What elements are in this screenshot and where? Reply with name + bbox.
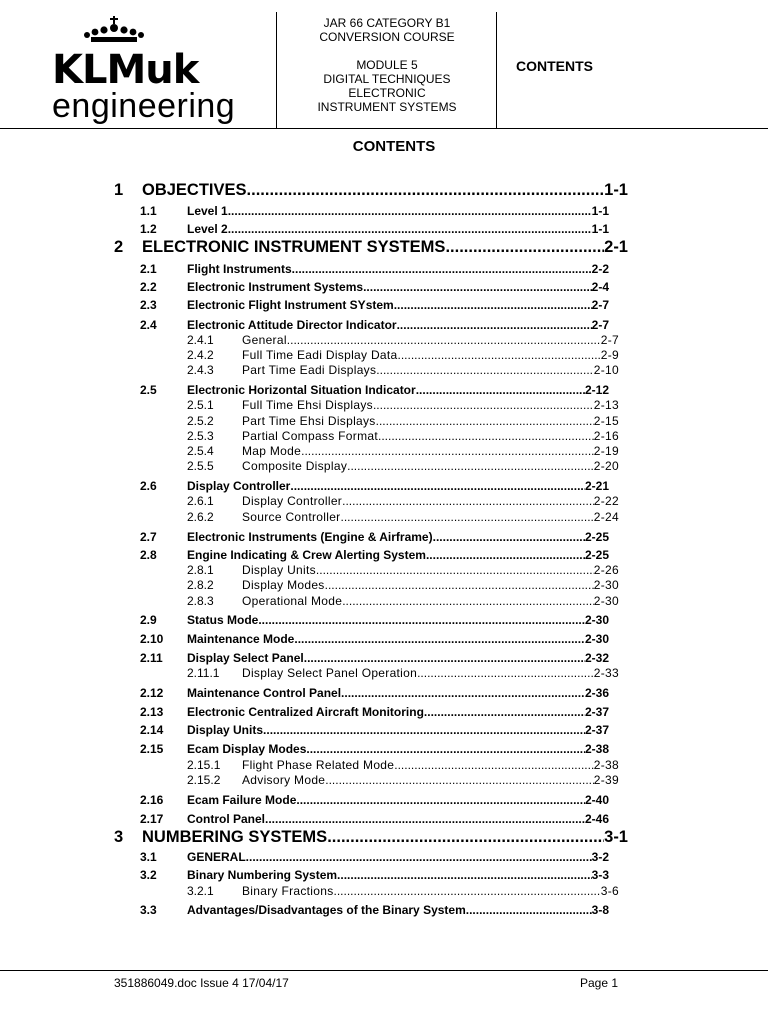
toc-entry-title: Display Select Panel Operation [242,666,418,680]
toc-entry-level-2[interactable] [140,262,609,277]
toc-entry-title: OBJECTIVES [142,181,247,199]
toc-entry-page: 2-30 [584,632,609,646]
toc-entry-page: 2-15 [593,414,619,428]
toc-entry-number: 2.6.1 [187,494,214,508]
toc-dot-leader [445,238,604,257]
toc-entry-title: Display Controller [187,479,291,493]
toc-entry-number: 2.17 [140,812,164,826]
toc-entry-number: 2.5.3 [187,429,214,443]
header-divider [276,12,277,128]
header-rule [0,128,768,129]
toc-dot-leader [246,850,592,864]
toc-entry-title: Map Mode [242,444,302,458]
toc-entry-title: Electronic Horizontal Situation Indicator [187,383,416,397]
course-line [278,44,496,58]
toc-entry-page: 1-1 [591,222,609,236]
toc-entry-title: Partial Compass Format [242,429,378,443]
toc-entry-level-2[interactable] [140,651,609,666]
toc-entry-level-1[interactable] [114,238,628,258]
toc-entry-number: 2.5.1 [187,398,214,412]
toc-dot-leader [424,705,585,719]
toc-entry-number: 2.12 [140,686,164,700]
toc-dot-leader [304,651,585,665]
logo-brand-text: KLM [52,47,146,93]
toc-entry-page: 1-1 [591,204,609,218]
toc-entry-title: Part Time Eadi Displays [242,363,377,377]
toc-dot-leader [325,578,594,592]
toc-entry-page: 3-6 [600,884,619,898]
toc-dot-leader [294,632,585,646]
toc-entry-title: Operational Mode [242,594,343,608]
toc-entry-page: 3-2 [591,850,609,864]
toc-entry-title: GENERAL [187,850,246,864]
toc-entry-page: 2-30 [584,613,609,627]
toc-dot-leader [306,742,585,756]
logo-uk-text: uk [145,47,199,93]
toc-dot-leader [258,613,585,627]
toc-dot-leader [373,398,594,412]
toc-entry-level-2[interactable] [140,850,609,865]
toc-entry-number: 2.3 [140,298,157,312]
header-section-label: CONTENTS [516,58,593,74]
toc-entry-number: 2.16 [140,793,164,807]
toc-entry-number: 1 [114,181,124,199]
toc-entry-number: 3.2 [140,868,157,882]
toc-entry-number: 2.15.2 [187,773,221,787]
toc-entry-level-2[interactable] [140,280,609,295]
toc-entry-level-2[interactable] [140,613,609,628]
toc-entry-page: 2-32 [584,651,609,665]
toc-entry-page: 2-37 [584,705,609,719]
toc-entry-title: NUMBERING SYSTEMS [142,828,328,846]
toc-entry-level-1[interactable] [114,828,628,848]
toc-entry-number: 2.7 [140,530,157,544]
toc-entry-title: Electronic Instruments (Engine & Airframe) [187,530,433,544]
toc-entry-level-3[interactable] [187,594,619,609]
toc-entry-page: 2-2 [591,262,609,276]
toc-entry-page: 2-10 [593,363,619,377]
toc-entry-level-2[interactable] [140,318,609,333]
toc-entry-number: 2.4.3 [187,363,214,377]
toc-entry-page: 1-1 [604,181,628,199]
toc-entry-title: Composite Display [242,459,348,473]
page-title: CONTENTS [352,138,436,155]
toc-entry-number: 3.3 [140,903,157,917]
toc-entry-level-2[interactable] [140,204,609,219]
toc-entry-number: 2.15 [140,742,164,756]
toc-entry-level-2[interactable] [140,479,609,494]
toc-entry-level-2[interactable] [140,868,609,883]
toc-entry-page: 2-33 [593,666,619,680]
toc-dot-leader [337,868,592,882]
toc-entry-title: Full Time Ehsi Displays [242,398,373,412]
toc-dot-leader [342,594,594,608]
toc-dot-leader [292,262,592,276]
toc-entry-page: 2-1 [604,238,628,256]
toc-entry-page: 2-46 [584,812,609,826]
toc-dot-leader [416,383,585,397]
toc-entry-title: Full Time Eadi Display Data [242,348,398,362]
toc-dot-leader [342,494,594,508]
toc-entry-page: 2-24 [593,510,619,524]
toc-dot-leader [378,429,594,443]
toc-dot-leader [426,548,585,562]
toc-entry-title: ELECTRONIC INSTRUMENT SYSTEMS [142,238,446,256]
toc-entry-level-2[interactable] [140,793,609,808]
toc-entry-number: 3.1 [140,850,157,864]
toc-dot-leader [265,812,585,826]
toc-entry-level-2[interactable] [140,705,609,720]
toc-dot-leader [334,884,601,898]
toc-entry-title: Display Units [242,563,316,577]
header-divider [496,12,497,128]
toc-dot-leader [394,758,594,772]
toc-dot-leader [287,333,601,347]
toc-dot-leader [327,828,604,847]
toc-entry-level-3[interactable] [187,429,619,444]
toc-entry-title: Electronic Instrument Systems [187,280,364,294]
toc-entry-title: General [242,333,287,347]
toc-dot-leader [466,903,592,917]
footer-page-number: Page 1 [580,976,619,990]
toc-entry-number: 2.1 [140,262,157,276]
toc-entry-title: Binary Fractions [242,884,334,898]
toc-dot-leader [263,723,585,737]
toc-entry-level-2[interactable] [140,903,609,918]
toc-dot-leader [398,348,601,362]
toc-dot-leader [301,444,594,458]
toc-entry-level-2[interactable] [140,530,609,545]
toc-entry-title: Part Time Ehsi Displays [242,414,376,428]
toc-entry-title: Display Units [187,723,264,737]
toc-entry-level-2[interactable] [140,723,609,738]
toc-entry-number: 2.5.5 [187,459,214,473]
toc-entry-number: 2.5.2 [187,414,214,428]
toc-entry-page: 2-38 [584,742,609,756]
toc-entry-level-3[interactable] [187,414,619,429]
page-header [0,0,768,128]
toc-entry-title: Status Mode [187,613,259,627]
toc-entry-page: 2-26 [593,563,619,577]
toc-entry-level-2[interactable] [140,298,609,313]
toc-entry-page: 2-40 [584,793,609,807]
toc-entry-number: 2.2 [140,280,157,294]
toc-entry-title: Electronic Centralized Aircraft Monitoring [187,705,424,719]
toc-entry-number: 2.11 [140,651,163,665]
klm-uk-engineering-logo [52,14,252,124]
toc-entry-number: 2.6.2 [187,510,214,524]
toc-entry-title: Electronic Attitude Director Indicator [187,318,397,332]
toc-entry-level-3[interactable] [187,444,619,459]
toc-entry-level-3[interactable] [187,758,619,773]
toc-entry-number: 1.1 [140,204,157,218]
toc-entry-number: 2.10 [140,632,164,646]
toc-dot-leader [325,773,594,787]
toc-entry-page: 3-8 [591,903,609,917]
toc-dot-leader [228,204,592,218]
toc-dot-leader [397,318,592,332]
toc-entry-page: 2-12 [584,383,609,397]
toc-dot-leader [296,793,585,807]
toc-entry-number: 2.4.1 [187,333,214,347]
toc-entry-level-2[interactable] [140,383,609,398]
toc-entry-title: Binary Numbering System [187,868,338,882]
toc-entry-title: Advisory Mode [242,773,326,787]
toc-dot-leader [247,181,605,200]
toc-entry-page: 2-25 [584,548,609,562]
toc-entry-level-3[interactable] [187,510,619,525]
toc-entry-level-3[interactable] [187,459,619,474]
toc-entry-level-3[interactable] [187,563,619,578]
toc-entry-page: 2-25 [584,530,609,544]
toc-entry-page: 2-36 [584,686,609,700]
course-line: DIGITAL TECHNIQUES [323,72,451,86]
toc-entry-title: Level 2 [187,222,228,236]
toc-dot-leader [228,222,592,236]
toc-dot-leader [417,666,594,680]
toc-entry-number: 2.5.4 [187,444,214,458]
toc-entry-number: 2.4.2 [187,348,214,362]
toc-entry-page: 3-1 [604,828,628,846]
toc-entry-title: Ecam Failure Mode [187,793,297,807]
toc-entry-title: Flight Phase Related Mode [242,758,395,772]
toc-dot-leader [341,686,585,700]
toc-dot-leader [433,530,585,544]
toc-entry-title: Source Controller [242,510,341,524]
toc-entry-page: 2-19 [593,444,619,458]
toc-entry-number: 2.6 [140,479,157,493]
toc-entry-page: 2-37 [584,723,609,737]
toc-entry-page: 2-4 [591,280,609,294]
logo-engineering-text: engineering [52,87,236,125]
toc-entry-level-3[interactable] [187,773,619,788]
course-line: MODULE 5 [356,58,418,72]
toc-entry-page: 2-7 [591,298,609,312]
toc-entry-page: 2-9 [600,348,619,362]
toc-entry-number: 2.11.1 [187,666,220,680]
toc-entry-number: 2.5 [140,383,157,397]
toc-entry-level-3[interactable] [187,398,619,413]
toc-entry-page: 2-22 [593,494,619,508]
toc-entry-level-3[interactable] [187,333,619,348]
toc-entry-title: Display Controller [242,494,343,508]
course-line: INSTRUMENT SYSTEMS [317,100,457,114]
course-line: JAR 66 CATEGORY B1 [323,16,451,30]
toc-dot-leader [376,363,594,377]
toc-entry-page: 2-13 [593,398,619,412]
toc-entry-level-3[interactable] [187,666,619,681]
toc-entry-title: Flight Instruments [187,262,292,276]
toc-entry-level-3[interactable] [187,494,619,509]
toc-entry-number: 2.14 [140,723,164,737]
toc-entry-number: 2.8 [140,548,157,562]
toc-entry-page: 2-21 [584,479,609,493]
toc-entry-number: 2.8.2 [187,578,214,592]
toc-entry-title: Maintenance Control Panel [187,686,342,700]
toc-entry-page: 2-30 [593,578,619,592]
toc-entry-level-2[interactable] [140,632,609,647]
toc-entry-level-2[interactable] [140,222,609,237]
toc-entry-title: Display Modes [242,578,325,592]
toc-dot-leader [340,510,593,524]
toc-entry-number: 3 [114,828,124,846]
toc-dot-leader [376,414,594,428]
toc-entry-level-2[interactable] [140,686,609,701]
toc-entry-title: Control Panel [187,812,266,826]
toc-entry-number: 2.9 [140,613,157,627]
toc-entry-title: Display Select Panel [187,651,304,665]
toc-entry-level-3[interactable] [187,578,619,593]
toc-entry-number: 2.8.1 [187,563,214,577]
toc-entry-number: 2.13 [140,705,164,719]
toc-entry-level-3[interactable] [187,884,619,899]
toc-dot-leader [363,280,592,294]
toc-entry-number: 1.2 [140,222,157,236]
toc-entry-page: 2-39 [593,773,619,787]
toc-entry-level-2[interactable] [140,742,609,757]
course-line: CONVERSION COURSE [319,30,455,44]
toc-entry-number: 3.2.1 [187,884,214,898]
toc-dot-leader [316,563,594,577]
toc-entry-title: Level 1 [187,204,228,218]
toc-entry-number: 2.15.1 [187,758,221,772]
toc-entry-number: 2.8.3 [187,594,214,608]
toc-entry-level-2[interactable] [140,812,609,827]
toc-entry-title: Electronic Flight Instrument SYstem [187,298,394,312]
toc-entry-title: Ecam Display Modes [187,742,307,756]
toc-entry-title: Advantages/Disadvantages of the Binary System [187,903,466,917]
toc-dot-leader [347,459,594,473]
toc-entry-page: 2-16 [593,429,619,443]
toc-entry-level-3[interactable] [187,363,619,378]
toc-entry-page: 2-30 [593,594,619,608]
crown-icon [82,14,152,44]
toc-entry-page: 2-7 [600,333,619,347]
toc-entry-title: Maintenance Mode [187,632,295,646]
footer-rule [0,970,768,971]
toc-dot-leader [394,298,592,312]
toc-entry-page: 3-3 [591,868,609,882]
footer-document-info: 351886049.doc Issue 4 17/04/17 [114,976,289,990]
toc-entry-page: 2-38 [593,758,619,772]
toc-entry-level-3[interactable] [187,348,619,363]
course-line: ELECTRONIC [348,86,426,100]
toc-dot-leader [290,479,585,493]
toc-entry-title: Engine Indicating & Crew Alerting System [187,548,426,562]
toc-entry-page: 2-7 [591,318,609,332]
toc-entry-number: 2.4 [140,318,157,332]
toc-entry-page: 2-20 [593,459,619,473]
toc-entry-level-1[interactable] [114,181,628,201]
toc-entry-level-2[interactable] [140,548,609,563]
course-info [278,16,496,114]
toc-entry-number: 2 [114,238,124,256]
